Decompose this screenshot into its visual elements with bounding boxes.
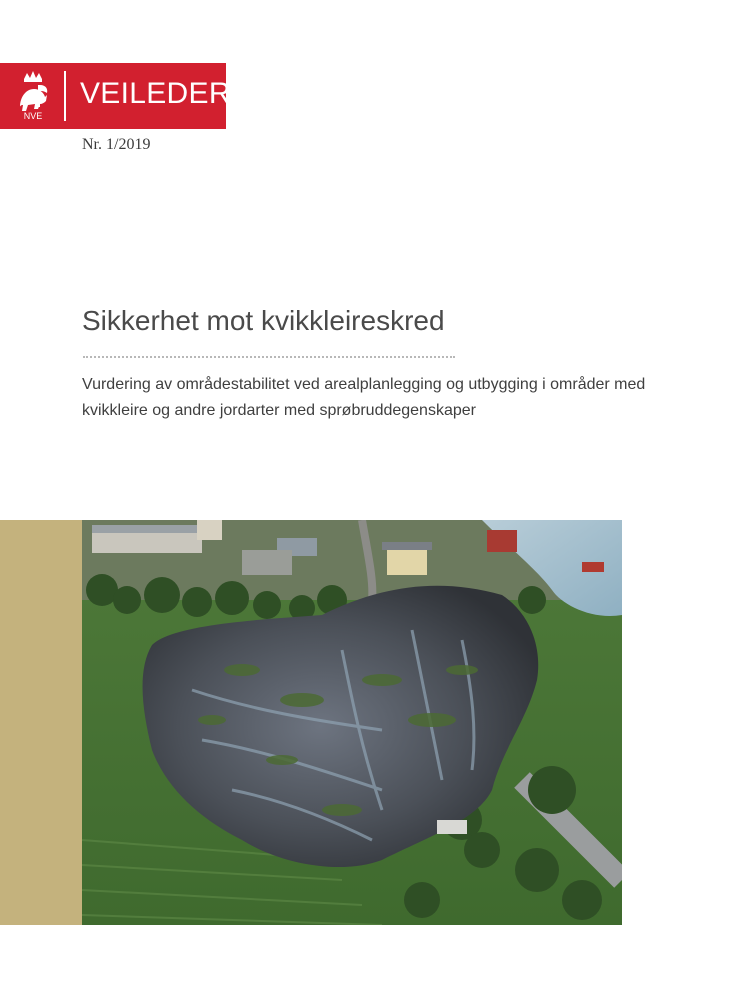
- dotted-divider: [83, 356, 455, 358]
- subtitle-line: Vurdering av områdestabilitet ved arealplanlegging og utbygging i områder med: [82, 376, 646, 393]
- cover-photo-landslide: [82, 520, 622, 925]
- nve-label: NVE: [23, 111, 43, 121]
- logo-divider: [64, 71, 66, 121]
- nve-logo: [0, 63, 231, 129]
- document-subtitle: [82, 372, 682, 424]
- issue-number: Nr. 1/2019: [82, 136, 151, 153]
- series-label: VEILEDER: [80, 77, 231, 110]
- subtitle-line: kvikkleire og andre jordarter med sprøbruddegenskaper: [82, 402, 476, 419]
- accent-bar: [0, 520, 82, 925]
- aerial-landslide-illustration: [82, 520, 622, 925]
- document-title: Sikkerhet mot kvikkleireskred: [82, 305, 445, 336]
